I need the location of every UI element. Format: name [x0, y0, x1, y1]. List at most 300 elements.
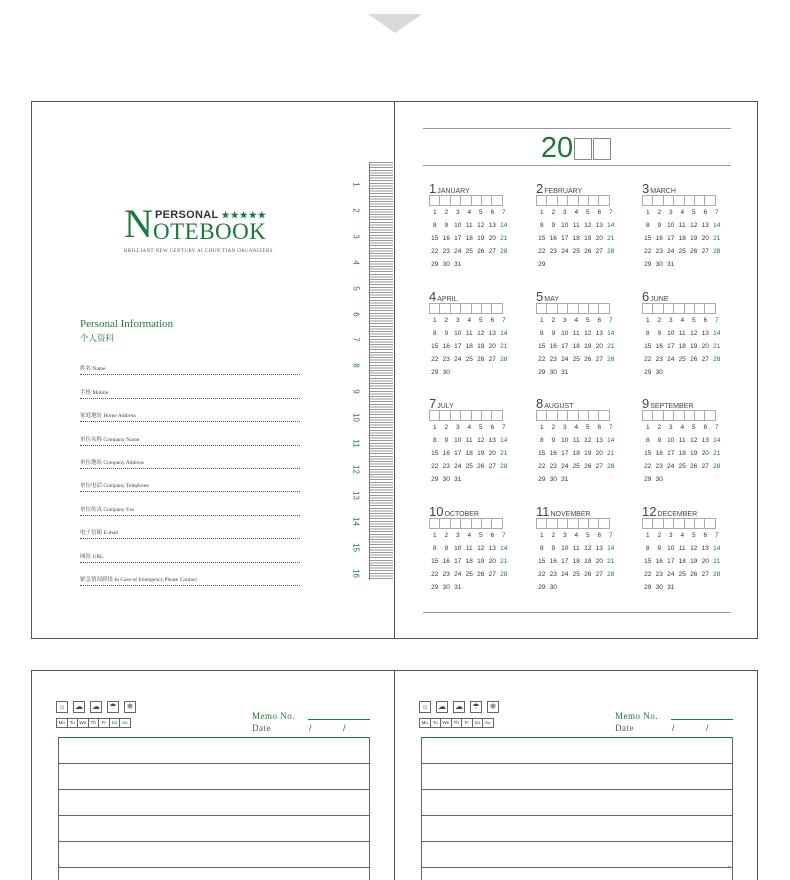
calendar-day: 13 [595, 437, 603, 444]
calendar-day: 7 [608, 424, 613, 431]
calendar-day: 29 [538, 476, 546, 483]
calendar-day: 27 [595, 571, 603, 578]
writing-line [422, 841, 732, 842]
calendar-day: 28 [713, 571, 721, 578]
month-days [536, 532, 632, 602]
overcast-icon[interactable]: ☁ [92, 702, 100, 711]
month-may [536, 288, 632, 387]
calendar-day: 6 [490, 209, 495, 216]
calendar-day: 28 [607, 571, 615, 578]
calendar-day: 5 [691, 424, 696, 431]
calendar-day: 4 [574, 532, 579, 539]
calendar-day: 27 [488, 248, 496, 255]
calendar-day: 16 [549, 450, 557, 457]
cloud-icon[interactable]: ☁ [438, 702, 446, 711]
memo-number-field[interactable] [308, 719, 370, 720]
calendar-day: 17 [667, 235, 675, 242]
calendar-day: 29 [538, 369, 546, 376]
calendar-day: 30 [442, 261, 450, 268]
month-checkbox[interactable] [704, 410, 715, 421]
calendar-day: 20 [701, 235, 709, 242]
calendar-day: 1 [645, 424, 650, 431]
calendar-day: 1 [645, 532, 650, 539]
calendar-day: 17 [454, 343, 462, 350]
calendar-day: 13 [488, 330, 496, 337]
weekday-fr[interactable]: Fr [461, 718, 473, 728]
calendar-day: 4 [574, 209, 579, 216]
calendar-day: 22 [644, 463, 652, 470]
page-number: 5 [58, 864, 61, 869]
calendar-day: 11 [572, 222, 580, 229]
month-header [536, 503, 632, 517]
calendar-day: 23 [549, 571, 557, 578]
calendar-day: 19 [690, 558, 698, 565]
month-october [429, 503, 525, 602]
calendar-day: 7 [501, 317, 506, 324]
calendar-day: 17 [454, 450, 462, 457]
calendar-day: 5 [691, 532, 696, 539]
calendar-day: 11 [465, 222, 473, 229]
calendar-day: 11 [678, 545, 686, 552]
month-header [536, 180, 632, 194]
calendar-day: 15 [431, 235, 439, 242]
calendar-day: 9 [551, 330, 556, 337]
calendar-day: 25 [465, 571, 473, 578]
weekday-sa[interactable]: Sa [472, 718, 484, 728]
calendar-day: 4 [680, 424, 685, 431]
calendar-day: 8 [432, 437, 437, 444]
logo-personal-text: PERSONAL ★★★★★ [155, 209, 267, 221]
month-header [429, 288, 525, 302]
calendar-day: 1 [432, 317, 437, 324]
calendar-day: 10 [454, 437, 462, 444]
calendar-day: 2 [551, 317, 556, 324]
calendar-day: 31 [561, 476, 569, 483]
calendar-day: 7 [714, 532, 719, 539]
year-prefix: 20 [540, 132, 574, 164]
calendar-day: 14 [500, 222, 508, 229]
month-number: 2 [536, 181, 544, 196]
calendar-day: 23 [655, 463, 663, 470]
calendar-day: 8 [645, 222, 650, 229]
calendar-day: 11 [465, 330, 473, 337]
calendar-day: 6 [703, 317, 708, 324]
calendar-day: 7 [714, 317, 719, 324]
calendar-day: 14 [500, 437, 508, 444]
calendar-day: 9 [551, 222, 556, 229]
month-name: JUNE [650, 296, 669, 303]
calendar-day: 22 [431, 463, 439, 470]
writing-line [422, 815, 732, 816]
month-name: NOVEMBER [550, 511, 591, 518]
ruler-number: 10 [351, 413, 361, 423]
calendar-day: 28 [500, 356, 508, 363]
calendar-day: 21 [713, 558, 721, 565]
field-company-address[interactable]: 单位地址 Company Address [80, 446, 300, 469]
ruler-number: 3 [351, 234, 361, 239]
month-name: AUGUST [544, 403, 574, 410]
sun-icon[interactable]: ☼ [419, 701, 431, 713]
snow-icon[interactable]: ❄ [487, 701, 499, 713]
calendar-day: 24 [454, 356, 462, 363]
calendar-day: 20 [488, 450, 496, 457]
calendar-day: 23 [442, 248, 450, 255]
month-days [536, 424, 632, 494]
calendar-day: 28 [500, 248, 508, 255]
calendar-day: 5 [478, 532, 483, 539]
calendar-day: 30 [549, 584, 557, 591]
calendar-day: 16 [549, 558, 557, 565]
weekday-we[interactable]: We [77, 718, 89, 728]
calendar-day: 6 [703, 209, 708, 216]
calendar-day: 6 [703, 532, 708, 539]
calendar-day: 19 [584, 450, 592, 457]
month-checkbox[interactable] [491, 195, 502, 206]
logo-big-letter: N [124, 201, 153, 246]
logo-tagline: BRILLIANT NEW CENTURY AI CHUN TIAN ORGANIZERS [124, 249, 273, 254]
calendar-day: 11 [465, 437, 473, 444]
calendar-day: 20 [488, 235, 496, 242]
month-april [429, 288, 525, 387]
calendar-day: 2 [551, 532, 556, 539]
calendar-day: 5 [585, 424, 590, 431]
calendar-day: 5 [585, 532, 590, 539]
month-checkbox[interactable] [491, 410, 502, 421]
month-checkboxes [536, 518, 632, 529]
cloud-icon[interactable]: ☁ [75, 702, 83, 711]
calendar-day: 31 [454, 584, 462, 591]
month-name: JULY [437, 403, 454, 410]
calendar-day: 24 [667, 463, 675, 470]
personal-info-page [31, 101, 395, 639]
calendar-day: 29 [538, 584, 546, 591]
field-company-telephone[interactable]: 单位电话 Company Telephone [80, 469, 300, 492]
calendar-day: 26 [690, 356, 698, 363]
month-checkboxes [536, 195, 632, 206]
calendar-bottom-rule [423, 612, 731, 613]
calendar-day: 30 [655, 584, 663, 591]
calendar-day: 23 [442, 571, 450, 578]
calendar-day: 18 [572, 558, 580, 565]
calendar-day: 14 [713, 545, 721, 552]
month-days [536, 317, 632, 387]
calendar-day: 10 [561, 437, 569, 444]
month-days [642, 209, 738, 279]
calendar-day: 24 [561, 356, 569, 363]
calendar-day: 11 [572, 437, 580, 444]
memo-page-left [31, 670, 395, 880]
weekday-su[interactable]: Su [119, 718, 131, 728]
ruler-number: 15 [351, 542, 361, 552]
calendar-day: 8 [645, 437, 650, 444]
calendar-day: 15 [644, 343, 652, 350]
weekday-tu[interactable]: Tu [430, 718, 442, 728]
month-checkbox[interactable] [598, 518, 609, 529]
month-days [642, 317, 738, 387]
page-number: 5 [728, 864, 731, 869]
calendar-day: 17 [561, 235, 569, 242]
calendar-day: 3 [668, 209, 673, 216]
date-slash: / [343, 723, 346, 733]
month-number: 3 [642, 181, 650, 196]
calendar-day: 5 [691, 209, 696, 216]
calendar-day: 17 [667, 450, 675, 457]
sun-icon[interactable]: ☼ [56, 701, 68, 713]
calendar-day: 12 [477, 330, 485, 337]
calendar-day: 5 [478, 317, 483, 324]
calendar-day: 24 [667, 571, 675, 578]
weekday-th[interactable]: Th [88, 718, 100, 728]
calendar-day: 31 [667, 261, 675, 268]
calendar-day: 17 [561, 450, 569, 457]
calendar-day: 11 [572, 545, 580, 552]
calendar-day: 14 [713, 222, 721, 229]
calendar-day: 1 [432, 424, 437, 431]
year-digit-box[interactable] [593, 138, 611, 160]
month-checkboxes [429, 303, 525, 314]
month-name: APRIL [437, 296, 458, 303]
calendar-day: 19 [477, 343, 485, 350]
calendar-day: 4 [467, 317, 472, 324]
calendar-day: 3 [562, 209, 567, 216]
rain-icon[interactable]: ☂ [470, 701, 482, 713]
month-checkboxes [642, 518, 738, 529]
calendar-page [394, 101, 758, 639]
month-number: 6 [642, 289, 650, 304]
calendar-day: 1 [539, 532, 544, 539]
month-checkbox[interactable] [491, 303, 502, 314]
calendar-day: 11 [678, 330, 686, 337]
calendar-day: 24 [561, 248, 569, 255]
calendar-day: 15 [431, 343, 439, 350]
writing-line [59, 789, 369, 790]
calendar-day: 7 [714, 424, 719, 431]
month-checkbox[interactable] [704, 518, 715, 529]
calendar-day: 22 [538, 248, 546, 255]
calendar-day: 16 [655, 450, 663, 457]
calendar-day: 25 [572, 463, 580, 470]
calendar-day: 2 [551, 209, 556, 216]
calendar-day: 11 [572, 330, 580, 337]
month-days [642, 532, 738, 602]
calendar-day: 6 [490, 532, 495, 539]
month-march [642, 180, 738, 279]
month-checkbox[interactable] [598, 303, 609, 314]
calendar-day: 26 [690, 248, 698, 255]
month-header [536, 395, 632, 409]
month-checkboxes [642, 410, 738, 421]
calendar-day: 21 [500, 558, 508, 565]
calendar-day: 8 [432, 545, 437, 552]
calendar-day: 13 [595, 545, 603, 552]
calendar-day: 22 [538, 356, 546, 363]
field-company-name[interactable]: 单位名称 Company Name [80, 422, 300, 445]
calendar-day: 18 [465, 558, 473, 565]
calendar-day: 27 [595, 356, 603, 363]
calendar-day: 21 [713, 450, 721, 457]
weekday-selector [419, 718, 493, 728]
weekday-mo[interactable]: Mo [56, 718, 68, 728]
calendar-day: 21 [713, 343, 721, 350]
calendar-day: 26 [477, 356, 485, 363]
calendar-day: 10 [561, 545, 569, 552]
calendar-day: 20 [595, 558, 603, 565]
calendar-day: 23 [442, 356, 450, 363]
calendar-day: 13 [488, 437, 496, 444]
calendar-day: 8 [539, 222, 544, 229]
calendar-day: 27 [595, 463, 603, 470]
month-checkboxes [429, 195, 525, 206]
month-checkbox[interactable] [704, 303, 715, 314]
date-slash: / [706, 723, 709, 733]
calendar-day: 12 [477, 222, 485, 229]
calendar-day: 10 [454, 545, 462, 552]
calendar-day: 24 [454, 463, 462, 470]
calendar-day: 20 [488, 558, 496, 565]
calendar-day: 21 [607, 450, 615, 457]
calendar-day: 15 [431, 450, 439, 457]
month-days [429, 532, 525, 602]
calendar-day: 30 [655, 476, 663, 483]
calendar-day: 25 [678, 356, 686, 363]
calendar-day: 2 [444, 424, 449, 431]
month-name: MAY [544, 296, 559, 303]
field-mobile[interactable]: 手机 Mobile [80, 375, 300, 398]
field-emergency-contact[interactable]: 紧急情况联络 In Case of Emergency,Please Contact [80, 563, 300, 586]
month-number: 7 [429, 396, 437, 411]
calendar-day: 25 [465, 356, 473, 363]
memo-number-field[interactable] [671, 719, 733, 720]
calendar-day: 27 [701, 356, 709, 363]
calendar-day: 22 [431, 248, 439, 255]
calendar-day: 25 [678, 248, 686, 255]
rain-icon[interactable]: ☂ [107, 701, 119, 713]
calendar-day: 26 [584, 571, 592, 578]
calendar-day: 25 [572, 571, 580, 578]
calendar-day: 22 [644, 248, 652, 255]
calendar-day: 4 [680, 532, 685, 539]
calendar-day: 1 [539, 424, 544, 431]
calendar-day: 7 [501, 424, 506, 431]
calendar-day: 7 [501, 209, 506, 216]
month-checkbox[interactable] [704, 195, 715, 206]
date-slash: / [672, 723, 675, 733]
calendar-day: 28 [713, 356, 721, 363]
weekday-mo[interactable]: Mo [419, 718, 431, 728]
calendar-day: 12 [477, 545, 485, 552]
calendar-day: 14 [713, 437, 721, 444]
month-name: FEBRUARY [544, 188, 583, 195]
calendar-day: 5 [478, 424, 483, 431]
personal-info-title: Personal Information [80, 318, 174, 330]
ruler-number: 11 [351, 439, 361, 448]
calendar-day: 23 [549, 463, 557, 470]
calendar-day: 12 [690, 222, 698, 229]
weekday-fr[interactable]: Fr [98, 718, 110, 728]
calendar-day: 4 [574, 317, 579, 324]
calendar-day: 29 [431, 369, 439, 376]
writing-line [422, 867, 732, 868]
month-checkbox[interactable] [491, 518, 502, 529]
calendar-day: 23 [655, 571, 663, 578]
calendar-day: 26 [690, 571, 698, 578]
calendar-day: 18 [465, 235, 473, 242]
calendar-day: 29 [644, 261, 652, 268]
weekday-th[interactable]: Th [451, 718, 463, 728]
calendar-day: 16 [655, 343, 663, 350]
year-digit-box[interactable] [574, 138, 592, 160]
calendar-day: 27 [488, 571, 496, 578]
snow-icon[interactable]: ❄ [124, 701, 136, 713]
calendar-day: 28 [607, 356, 615, 363]
calendar-day: 1 [539, 209, 544, 216]
calendar-day: 13 [595, 330, 603, 337]
weekday-su[interactable]: Su [482, 718, 494, 728]
calendar-day: 8 [645, 545, 650, 552]
calendar-day: 13 [701, 330, 709, 337]
calendar-day: 16 [655, 558, 663, 565]
calendar-day: 31 [454, 261, 462, 268]
weekday-we[interactable]: We [440, 718, 452, 728]
calendar-day: 27 [701, 571, 709, 578]
calendar-day: 3 [668, 424, 673, 431]
weekday-sa[interactable]: Sa [109, 718, 121, 728]
calendar-day: 30 [442, 369, 450, 376]
overcast-icon[interactable]: ☁ [455, 702, 463, 711]
memo-page-right [394, 670, 758, 880]
ruler-number: 6 [351, 311, 361, 317]
calendar-day: 13 [488, 545, 496, 552]
scroll-down-arrow-icon[interactable] [368, 14, 422, 33]
calendar-day: 22 [538, 571, 546, 578]
ruler-number: 9 [351, 389, 361, 394]
month-header [642, 503, 738, 517]
field-name[interactable]: 姓名 Name [80, 352, 300, 375]
calendar-day: 19 [584, 235, 592, 242]
calendar-day: 21 [607, 235, 615, 242]
month-checkboxes [642, 195, 738, 206]
weekday-tu[interactable]: Tu [67, 718, 79, 728]
calendar-day: 26 [584, 356, 592, 363]
calendar-day: 4 [680, 317, 685, 324]
month-checkbox[interactable] [598, 195, 609, 206]
calendar-day: 24 [561, 463, 569, 470]
field-url[interactable]: 网址 URL [80, 539, 300, 562]
calendar-day: 3 [455, 317, 460, 324]
month-june [642, 288, 738, 387]
memo-writing-area[interactable] [58, 737, 370, 880]
month-checkbox[interactable] [598, 410, 609, 421]
calendar-day: 25 [572, 248, 580, 255]
calendar-day: 17 [561, 343, 569, 350]
date-slash: / [309, 723, 312, 733]
memo-writing-area[interactable] [421, 737, 733, 880]
month-number: 4 [429, 289, 437, 304]
field-company-fax[interactable]: 单位传真 Company Fax [80, 492, 300, 515]
calendar-day: 7 [714, 209, 719, 216]
calendar-day: 18 [465, 343, 473, 350]
month-number: 5 [536, 289, 544, 304]
calendar-day: 28 [713, 463, 721, 470]
calendar-day: 12 [477, 437, 485, 444]
month-august [536, 395, 632, 494]
field-home-address[interactable]: 家庭地址 Home Address [80, 399, 300, 422]
calendar-day: 12 [584, 330, 592, 337]
calendar-day: 8 [539, 545, 544, 552]
calendar-day: 19 [690, 343, 698, 350]
field-email[interactable]: 电子信箱 E-mail [80, 516, 300, 539]
calendar-day: 16 [549, 343, 557, 350]
